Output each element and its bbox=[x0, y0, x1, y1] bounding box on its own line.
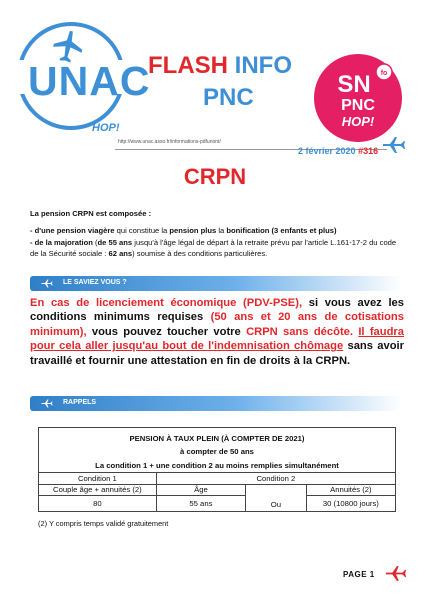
table-cell: 80 bbox=[39, 496, 157, 512]
title-pnc: PNC bbox=[203, 84, 254, 111]
table-row bbox=[39, 458, 396, 473]
airplane-icon bbox=[41, 278, 53, 289]
sn-logo-sn: SN bbox=[337, 71, 371, 98]
table-cell: Condition 2 bbox=[156, 473, 395, 485]
section-label: RAPPELS bbox=[63, 399, 97, 406]
b1-bonif: bonification (3 enfants et plus) bbox=[226, 226, 337, 235]
table-row bbox=[39, 473, 396, 485]
footnote: (2) Y compris temps validé gratuitement bbox=[38, 519, 169, 528]
info-text-1: si vous avez les conditions minimums requises bbox=[30, 297, 405, 324]
table-title: PENSION À TAUX PLEIN (À COMPTER DE 2021) bbox=[39, 428, 396, 445]
unac-logo-text: UNAC bbox=[28, 58, 151, 104]
title-info: INFO bbox=[234, 52, 292, 79]
table-condition: La condition 1 + une condition 2 au moins remplies simultanément bbox=[39, 458, 396, 473]
sn-logo-pnc: PNC bbox=[341, 97, 375, 114]
sn-pnc-logo bbox=[312, 52, 404, 144]
table-row bbox=[39, 428, 396, 445]
table-cell: 55 ans bbox=[156, 496, 245, 512]
table-row bbox=[39, 444, 396, 458]
table-cell: Âge bbox=[156, 484, 245, 496]
b1-la: la bbox=[216, 226, 227, 235]
b1-prefix: - d'une pension viagère bbox=[30, 226, 115, 235]
info-red-2: (50 ans et 20 ans de cotisations minimum), bbox=[30, 311, 404, 338]
info-text-2: vous pouvez toucher votre bbox=[86, 325, 247, 338]
table-row bbox=[39, 496, 396, 512]
date-text: 2 février 2020 bbox=[298, 146, 356, 156]
document-title: CRPN bbox=[183, 164, 247, 189]
title-flash: FLASH bbox=[148, 52, 228, 79]
issue-date bbox=[298, 146, 378, 156]
b2-age2: 62 ans bbox=[108, 248, 133, 258]
flash-info-title bbox=[148, 52, 292, 80]
b2-p3: ) soumise à des conditions particulières. bbox=[132, 248, 268, 258]
intro-bullet-2 bbox=[30, 238, 402, 259]
intro-heading: La pension CRPN est composée : bbox=[30, 209, 152, 218]
b1-pension: pension plus bbox=[169, 226, 217, 235]
header-url[interactable]: http://www.unac.asso.fr/informations-pdfunont/ bbox=[118, 139, 221, 145]
pension-table bbox=[38, 427, 396, 512]
info-red-4: Il faudra pour cela aller jusqu'au bout de l'indemnisation chômage bbox=[30, 325, 405, 353]
b2-p1: ( bbox=[92, 238, 98, 247]
intro-bullet-1 bbox=[30, 226, 337, 237]
info-red-1: En cas de licenciement économique (PDV-PSE), bbox=[30, 297, 303, 309]
page-number: PAGE 1 bbox=[343, 570, 375, 579]
table-cell: Ou bbox=[246, 484, 307, 512]
unac-hop-text: HOP! bbox=[92, 122, 120, 134]
b1-mid: qui constitue la bbox=[114, 226, 170, 235]
table-cell: Condition 1 bbox=[39, 473, 157, 485]
table-cell: 30 (10800 jours) bbox=[306, 496, 395, 512]
airplane-icon bbox=[41, 398, 53, 409]
section-bar-rappels bbox=[30, 396, 402, 411]
section-label: LE SAVIEZ VOUS ? bbox=[63, 279, 127, 286]
sn-logo-mark: fo bbox=[380, 70, 388, 77]
table-cell: Annuités (2) bbox=[306, 484, 395, 496]
table-cell: Couple âge + annuités (2) bbox=[39, 484, 157, 496]
section-bar-saviez-vous bbox=[30, 276, 402, 291]
airplane-icon bbox=[382, 136, 406, 154]
info-paragraph bbox=[30, 296, 404, 368]
issue-number: #316 bbox=[358, 146, 379, 156]
b2-prefix: - de la majoration bbox=[30, 238, 93, 247]
airplane-icon bbox=[385, 565, 407, 582]
sn-logo-hop: HOP! bbox=[341, 114, 375, 129]
b2-age: de 55 ans bbox=[97, 238, 133, 247]
table-subtitle: à compter de 50 ans bbox=[39, 444, 396, 458]
b2-p2: jusqu'à l'âge légal de départ à la retraite prévu par l'article L.161-17-2 du code de la Sécurité sociale : bbox=[30, 238, 397, 258]
info-red-3: CRPN sans décôte. bbox=[246, 325, 354, 338]
info-text-3: sans avoir travaillé et fournir une attestation en fin de droits à la CRPN. bbox=[30, 340, 404, 367]
table-row bbox=[39, 484, 396, 496]
